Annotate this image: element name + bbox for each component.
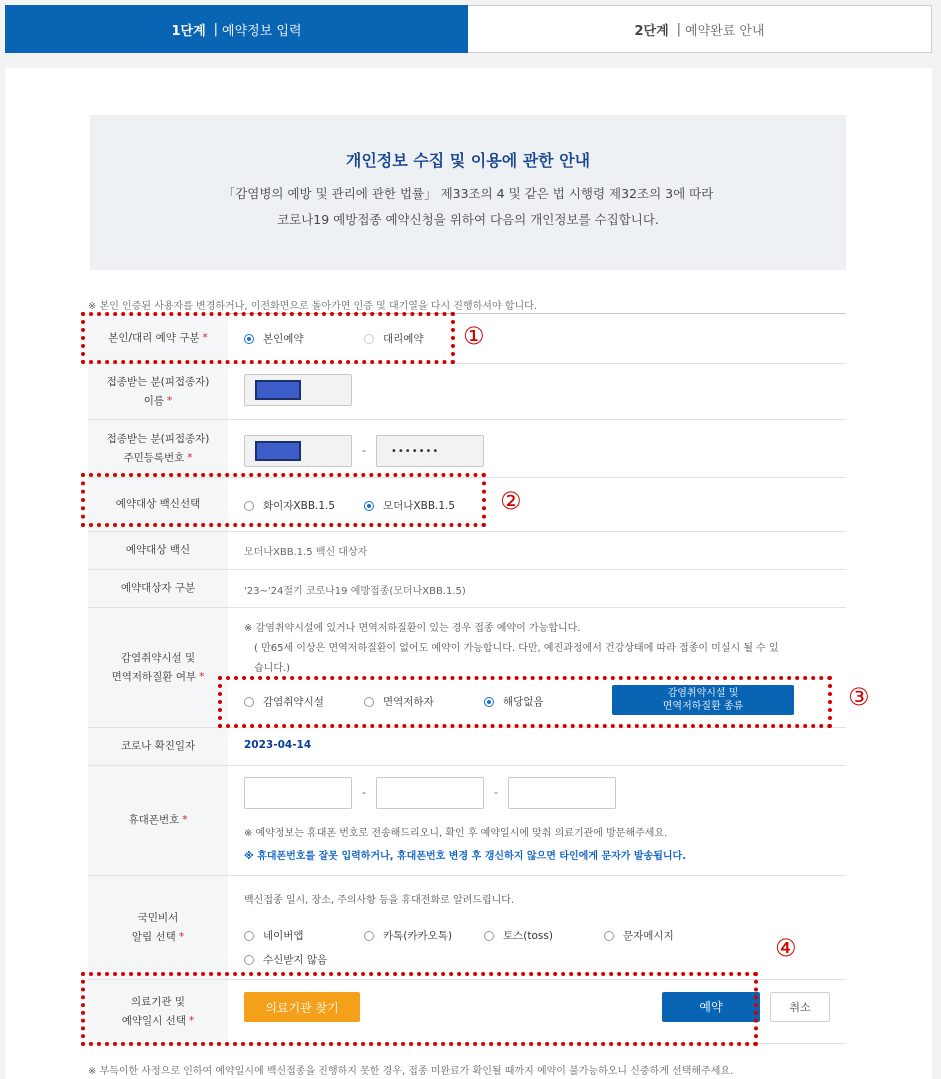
tab-separator: | xyxy=(213,21,219,37)
redacted-name-block xyxy=(255,380,301,400)
target-vaccine-value: 모더나XBB.1.5 백신 대상자 xyxy=(244,547,368,558)
row-target-type xyxy=(88,570,846,608)
radio-unchecked-icon xyxy=(484,931,494,941)
required-mark: * xyxy=(199,670,205,683)
annotation-box-2 xyxy=(81,473,486,527)
radio-self-label: 본인예약 xyxy=(263,333,304,345)
privacy-info-box xyxy=(90,115,846,270)
radio-unchecked-icon xyxy=(244,931,254,941)
annotation-number-1: ① xyxy=(463,322,485,350)
phone-field-3[interactable] xyxy=(508,777,616,809)
phone-label xyxy=(88,766,228,875)
target-vaccine-value-cell xyxy=(228,532,846,569)
row-phone xyxy=(88,766,846,876)
required-mark: * xyxy=(202,331,208,344)
types-button-line1: 감염취약시설 및 xyxy=(667,688,739,699)
radio-toss-label: 토스(toss) xyxy=(503,930,553,942)
rrn-masked-value: ••••••• xyxy=(391,446,440,457)
tab-step2-label: 예약완료 안내 xyxy=(685,23,765,39)
vaccine-select-label-text: 예약대상 백신선택 xyxy=(115,498,201,510)
privacy-line-1: 「감염병의 예방 및 관리에 관한 법률」 제33조의 4 및 같은 법 시행령 제32조의 3에 따라 xyxy=(222,186,714,201)
vulnerable-label xyxy=(88,608,228,727)
annotation-number-3: ③ xyxy=(848,683,870,711)
target-type-value: '23~'24절기 코로나19 예방접종(모더나XBB.1.5) xyxy=(244,586,466,597)
rrn-label-line2: 주민등록번호 xyxy=(123,451,185,464)
alert-desc: 백신접종 일시, 장소, 주의사항 등을 휴대전화로 알려드립니다. xyxy=(244,895,515,906)
radio-facility-label: 감염취약시설 xyxy=(263,696,324,708)
bottom-notice: ※ 부득이한 사정으로 인하여 예약일시에 백신접종을 진행하지 못한 경우, 접종 미완료가 확인될 때까지 예약이 불가능하오니 신중하게 선택해주세요. xyxy=(88,1066,734,1077)
target-vaccine-label-text: 예약대상 백신 xyxy=(125,544,191,556)
phone-field-2[interactable] xyxy=(376,777,484,809)
required-mark: * xyxy=(178,930,185,943)
radio-sms-label: 문자메시지 xyxy=(623,930,674,942)
radio-alert-none-label: 수신받지 않음 xyxy=(263,954,328,966)
privacy-line-2: 코로나19 예방접종 예약신청을 위하여 다음의 개인정보를 수집합니다. xyxy=(277,212,659,227)
types-button-line2: 면역저하질환 종류 xyxy=(662,701,744,712)
annotation-box-3 xyxy=(218,676,832,728)
row-target-vaccine xyxy=(88,532,846,570)
radio-pfizer-label: 화이자XBB.1.5 xyxy=(263,500,336,512)
name-label-line1: 접종받는 분(피접종자) xyxy=(106,375,210,388)
phone-label-text: 휴대폰번호 xyxy=(128,814,180,826)
radio-immuno-label: 면역저하자 xyxy=(383,696,434,708)
tab-separator: | xyxy=(676,21,682,37)
tab-step2-number: 2단계 xyxy=(634,23,669,39)
cancel-button[interactable]: 취소 xyxy=(770,992,830,1022)
target-type-label xyxy=(88,570,228,607)
rrn-dash: - xyxy=(362,444,366,457)
row-name xyxy=(88,364,846,420)
alert-value xyxy=(228,876,846,979)
radio-unchecked-icon xyxy=(244,955,254,965)
row-rrn xyxy=(88,420,846,478)
tab-step1-number: 1단계 xyxy=(171,23,206,39)
covid-date-label xyxy=(88,728,228,765)
alert-label xyxy=(88,876,228,979)
phone-field-1[interactable] xyxy=(244,777,352,809)
tab-step2[interactable] xyxy=(468,5,932,53)
booking-type-label-text: 본인/대리 예약 구분 xyxy=(108,331,200,344)
vulnerable-label-line1: 감염취약시설 및 xyxy=(120,651,196,664)
phone-dash-2: - xyxy=(494,786,498,799)
find-hospital-button[interactable]: 의료기관 찾기 xyxy=(244,992,360,1022)
radio-alert-toss[interactable] xyxy=(484,928,553,943)
privacy-title: 개인정보 수집 및 이용에 관한 안내 xyxy=(345,151,591,170)
radio-moderna-label: 모더나XBB.1.5 xyxy=(383,500,456,512)
phone-warning: ※ 휴대폰번호를 잘못 입력하거나, 휴대폰번호 변경 후 갱신하지 않으면 타인에게 문자가 발송됩니다. xyxy=(244,851,687,862)
radio-alert-naver[interactable] xyxy=(244,928,304,943)
rrn-back-field[interactable] xyxy=(376,435,484,467)
vulnerable-note-3: 습니다.) xyxy=(254,663,291,674)
annotation-number-2: ② xyxy=(500,487,522,515)
auth-notice: ※ 본인 인증된 사용자를 변경하거나, 이전화면으로 돌아가면 인증 및 대기열을 다시 진행하셔야 합니다. xyxy=(88,301,537,312)
radio-unchecked-icon xyxy=(364,931,374,941)
required-mark: * xyxy=(187,451,193,464)
covid-date-label-text: 코로나 확진일자 xyxy=(120,740,196,752)
radio-alert-none[interactable] xyxy=(244,952,327,967)
alert-label-line2: 알림 선택 xyxy=(131,930,176,943)
redacted-rrn-block xyxy=(255,441,301,461)
radio-unchecked-icon xyxy=(604,931,614,941)
radio-proxy-label: 대리예약 xyxy=(383,333,424,345)
name-label xyxy=(88,364,228,419)
target-type-value-cell xyxy=(228,570,846,607)
radio-naver-label: 네이버앱 xyxy=(263,930,304,942)
annotation-number-4: ④ xyxy=(775,934,797,962)
reserve-button[interactable]: 예약 xyxy=(662,992,760,1022)
rrn-value xyxy=(228,420,846,477)
radio-alert-sms[interactable] xyxy=(604,928,674,943)
step-tabs xyxy=(5,5,932,53)
phone-dash-1: - xyxy=(362,786,366,799)
tab-step1-label: 예약정보 입력 xyxy=(222,23,302,39)
vulnerable-note-2: ( 만65세 이상은 면역저하질환이 없어도 예약이 가능합니다. 다만, 예진과정에서 건강상태에 따라 접종이 미실시 될 수 있 xyxy=(254,643,779,654)
phone-note: ※ 예약정보는 휴대폰 번호로 전송해드리오니, 확인 후 예약일시에 맞춰 의료기관에 방문해주세요. xyxy=(244,828,668,839)
hospital-label-line2: 예약일시 선택 xyxy=(121,1014,186,1027)
name-label-line2: 이름 xyxy=(143,394,165,407)
covid-date-value: 2023-04-14 xyxy=(244,739,312,751)
radio-kakao-label: 카톡(카카오톡) xyxy=(383,930,453,942)
phone-value xyxy=(228,766,846,875)
radio-none-label: 해당없음 xyxy=(503,696,544,708)
annotation-box-4 xyxy=(81,972,758,1046)
rrn-front-field[interactable] xyxy=(244,435,352,467)
radio-alert-kakao[interactable] xyxy=(364,928,452,943)
target-vaccine-label xyxy=(88,532,228,569)
covid-date-value-cell xyxy=(228,728,846,765)
rrn-label xyxy=(88,420,228,477)
vulnerable-note-1: ※ 감염취약시설에 있거나 면역저하질환이 있는 경우 접종 예약이 가능합니다. xyxy=(244,623,581,634)
row-alert xyxy=(88,876,846,980)
vulnerable-label-line2: 면역저하질환 여부 xyxy=(111,670,197,683)
name-value xyxy=(228,364,846,419)
name-field[interactable] xyxy=(244,374,352,406)
required-mark: * xyxy=(167,394,173,407)
annotation-box-1 xyxy=(81,312,455,364)
hospital-label-line1: 의료기관 및 xyxy=(130,995,186,1008)
required-mark: * xyxy=(188,1014,195,1027)
required-mark: * xyxy=(182,814,188,826)
tab-step1[interactable] xyxy=(5,5,468,53)
target-type-label-text: 예약대상자 구분 xyxy=(120,582,196,594)
alert-label-line1: 국민비서 xyxy=(137,911,179,924)
rrn-label-line1: 접종받는 분(피접종자) xyxy=(106,432,210,445)
row-covid-date xyxy=(88,728,846,766)
